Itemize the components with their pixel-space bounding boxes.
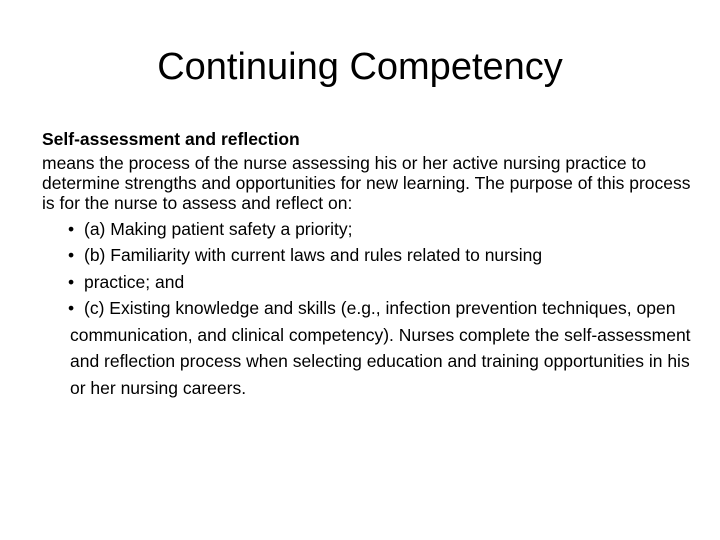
bullet-icon: • (68, 218, 75, 239)
bullet-text: (a) Making patient safety a priority; (84, 218, 353, 239)
slide-title: Continuing Competency (157, 46, 563, 88)
bullet-icon: • (68, 271, 75, 292)
bullet-item (70, 216, 692, 243)
bullet-list (42, 216, 692, 402)
definition-paragraph: means the process of the nurse assessing his or her active nursing practice to determine strengths and opportunities for new learning. The purpose of this process is for the nurse to assess and reflect on: (42, 152, 691, 213)
bullet-text: (c) Existing knowledge and skills (e.g., infection prevention techniques, open communication, and clinical competency). Nurses complete the self-assessment and reflection process when selecting education and training opportunities in his or her nursing careers. (70, 298, 691, 398)
slide-body (42, 126, 692, 401)
bullet-icon: • (68, 245, 75, 265)
bullet-item (70, 269, 692, 296)
bullet-icon: • (68, 298, 75, 318)
bullet-item (70, 242, 692, 269)
bullet-text: practice; and (84, 271, 185, 292)
bullet-item (70, 295, 692, 401)
bullet-text: (b) Familiarity with current laws and rules related to nursing (84, 245, 543, 265)
section-heading: Self-assessment and reflection (42, 129, 300, 149)
